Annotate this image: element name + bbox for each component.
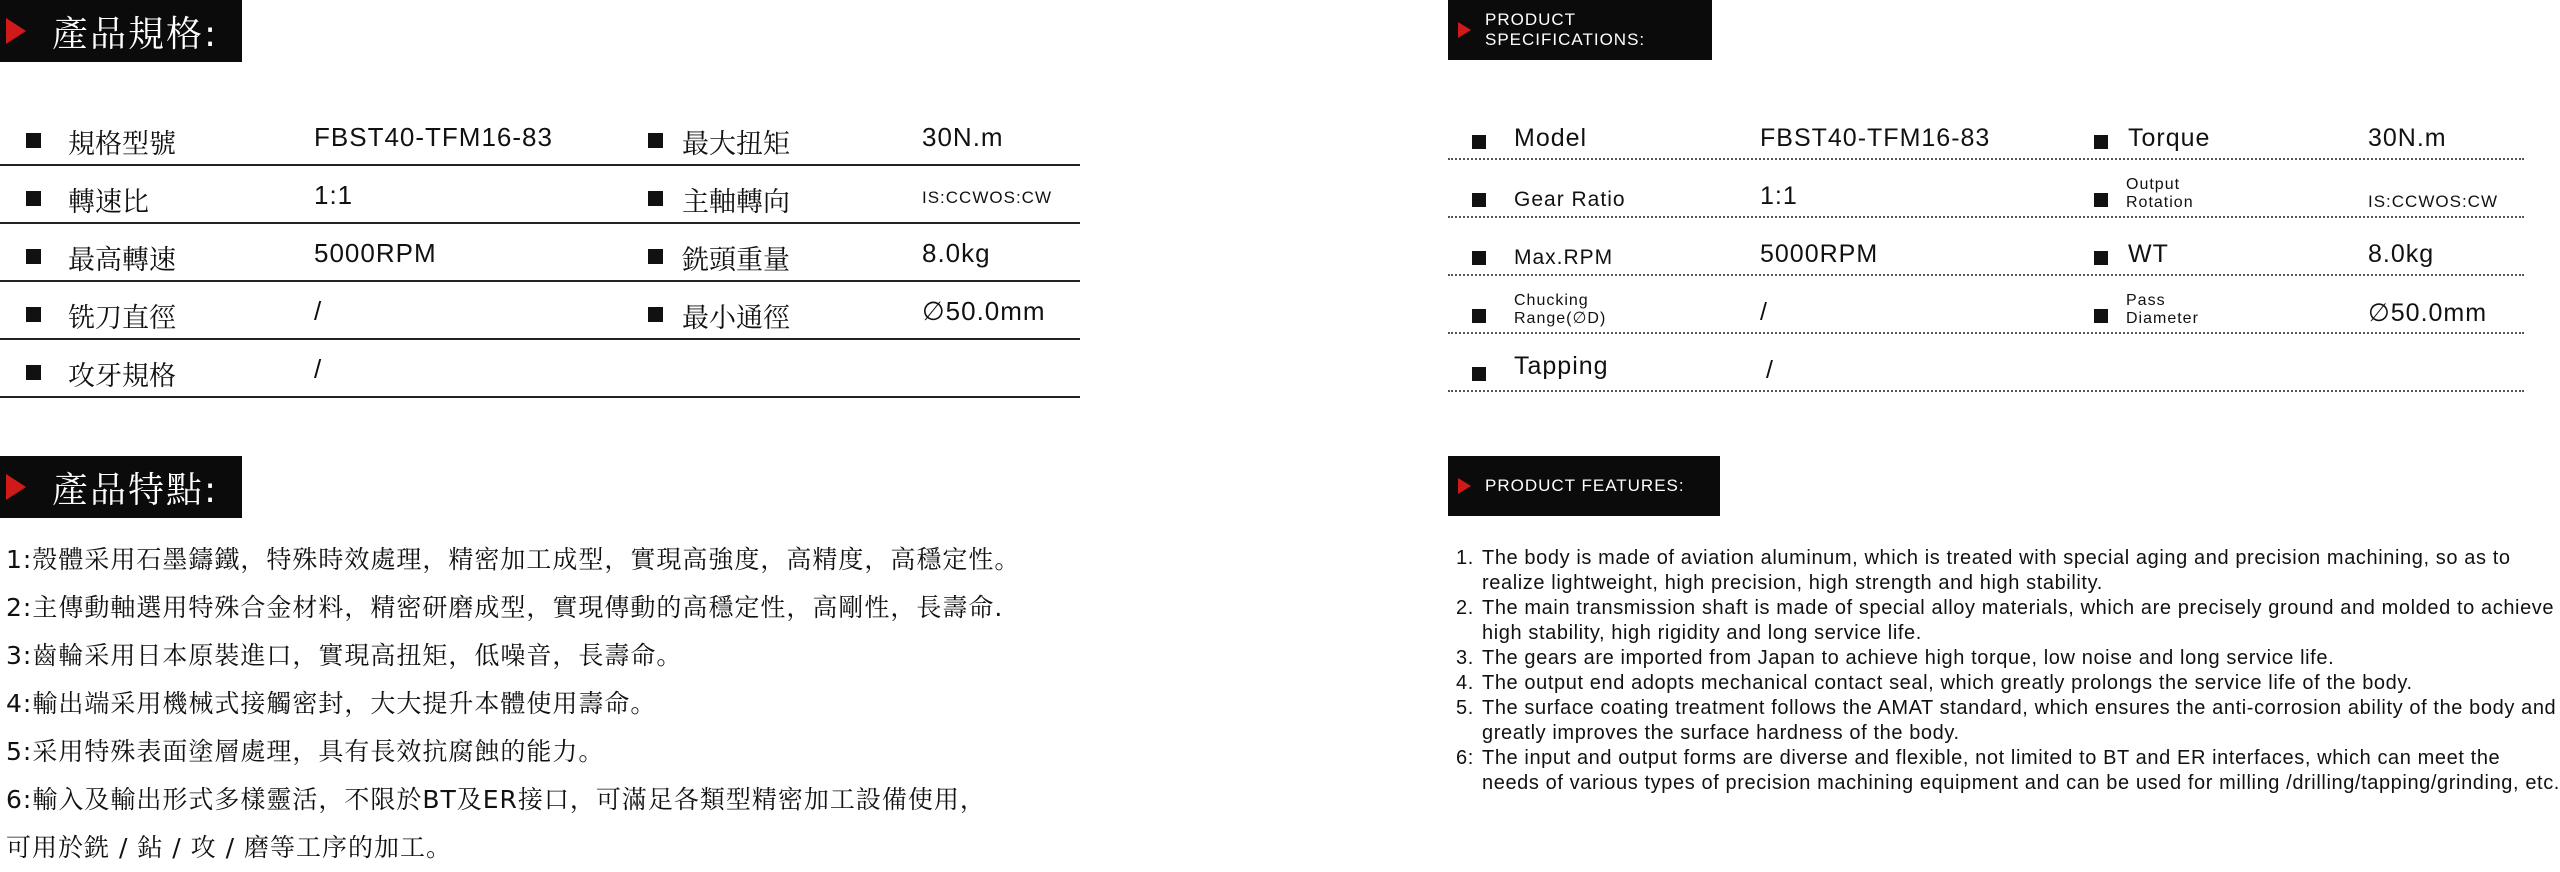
list-item: 6:輸入及輸出形式多樣靈活，不限於BT及ER接口，可滿足各類型精密加工設備使用，: [6, 785, 986, 814]
cn-spec-title-badge: [0, 0, 242, 62]
en-spec-label: Max.RPM: [1514, 246, 1614, 269]
play-triangle-icon: [1458, 22, 1471, 38]
play-triangle-icon: [1458, 478, 1471, 494]
list-item: 5:采用特殊表面塗層處理，具有長效抗腐蝕的能力。: [6, 737, 605, 766]
cn-spec-label: 銑頭重量: [682, 245, 790, 276]
cn-spec-label: 規格型號: [68, 129, 176, 160]
cn-spec-row: [0, 108, 1080, 166]
en-spec-label: Pass Diameter: [2126, 292, 2199, 327]
square-bullet-icon: [1472, 193, 1486, 207]
list-item: 4:輸出端采用機械式接觸密封，大大提升本體使用壽命。: [6, 689, 657, 718]
list-item: 4. The output end adopts mechanical contact seal, which greatly prolongs the service life of the body.: [1456, 672, 2413, 694]
cn-spec-table: [0, 108, 1080, 398]
square-bullet-icon: [1472, 135, 1486, 149]
en-spec-value: ∅50.0mm: [2368, 299, 2488, 327]
en-spec-label: Tapping: [1514, 352, 1609, 380]
square-bullet-icon: [1472, 367, 1486, 381]
cn-spec-row: [0, 224, 1080, 282]
cn-spec-value: IS:CCWOS:CW: [922, 188, 1052, 207]
en-spec-row: [1448, 108, 2524, 160]
square-bullet-icon: [648, 307, 663, 322]
cn-spec-value: 1:1: [314, 180, 354, 210]
cn-spec-label: 轉速比: [68, 187, 149, 218]
cn-spec-row: [0, 340, 1080, 398]
square-bullet-icon: [26, 249, 41, 264]
cn-spec-title: 產品規格:: [52, 13, 219, 55]
cn-feat-title: 產品特點:: [52, 469, 219, 511]
square-bullet-icon: [2094, 251, 2108, 265]
en-spec-value: 5000RPM: [1760, 240, 1879, 268]
cn-spec-label: 最高轉速: [68, 245, 176, 276]
square-bullet-icon: [648, 191, 663, 206]
cn-spec-label: 攻牙規格: [68, 361, 176, 392]
en-spec-value: 30N.m: [2368, 124, 2447, 152]
list-item: 6: The input and output forms are diverse and flexible, not limited to BT and ER interfaces, which can meet the needs of various types of precision machining equipment and can be used for milling /drilling/tapping/grinding, etc.: [1456, 747, 2560, 794]
cn-spec-label: 最小通徑: [682, 303, 790, 334]
en-spec-label: Gear Ratio: [1514, 188, 1626, 211]
en-spec-row: [1448, 340, 2524, 392]
square-bullet-icon: [2094, 193, 2108, 207]
square-bullet-icon: [26, 191, 41, 206]
en-spec-row: [1448, 282, 2524, 334]
en-spec-row: [1448, 224, 2524, 276]
en-feat-title: PRODUCT FEATURES:: [1485, 476, 1685, 495]
en-spec-value: /: [1760, 298, 1768, 326]
en-feature-list: [1456, 546, 2560, 796]
en-spec-value: 8.0kg: [2368, 240, 2435, 268]
cn-spec-label: 铣刀直徑: [68, 303, 176, 334]
en-spec-value: 1:1: [1760, 182, 1798, 210]
cn-spec-value: 8.0kg: [922, 238, 991, 268]
square-bullet-icon: [26, 365, 41, 380]
en-feat-title-badge: [1448, 456, 1720, 516]
en-spec-title: PRODUCT SPECIFICATIONS:: [1485, 10, 1646, 49]
cn-spec-value: /: [314, 354, 323, 384]
square-bullet-icon: [648, 249, 663, 264]
square-bullet-icon: [2094, 309, 2108, 323]
list-item: 3. The gears are imported from Japan to achieve high torque, low noise and long service life.: [1456, 647, 2335, 669]
list-item: 2:主傳動軸選用特殊合金材料，精密研磨成型，實現傳動的高穩定性，高剛性，長壽命.: [6, 593, 1004, 622]
square-bullet-icon: [1472, 251, 1486, 265]
en-spec-label: Chucking Range(∅D): [1514, 292, 1607, 327]
en-spec-value: IS:CCWOS:CW: [2368, 192, 2498, 211]
en-spec-value: FBST40-TFM16-83: [1760, 124, 1991, 152]
square-bullet-icon: [1472, 309, 1486, 323]
play-triangle-icon: [6, 18, 26, 44]
cn-spec-label: 最大扭矩: [682, 129, 790, 160]
cn-spec-label: 主軸轉向: [682, 187, 790, 218]
square-bullet-icon: [648, 133, 663, 148]
play-triangle-icon: [6, 474, 26, 500]
list-item: 1. The body is made of aviation aluminum, which is treated with special aging and precision machining, so as to realize lightweight, high precision, high strength and high stability.: [1456, 547, 2511, 594]
cn-spec-row: [0, 282, 1080, 340]
en-spec-label: Torque: [2128, 124, 2211, 152]
en-spec-label: WT: [2128, 240, 2169, 268]
cn-spec-row: [0, 166, 1080, 224]
square-bullet-icon: [26, 307, 41, 322]
list-item: 可用於銑 / 鉆 / 攻 / 磨等工序的加工。: [6, 833, 452, 862]
cn-spec-value: 30N.m: [922, 122, 1004, 152]
list-item: 5. The surface coating treatment follows the AMAT standard, which ensures the anti-corrosion ability of the body and greatly improves the surface hardness of the body.: [1456, 697, 2557, 744]
cn-spec-value: FBST40-TFM16-83: [314, 122, 553, 152]
cn-feature-list: [6, 536, 1020, 872]
cn-spec-value: 5000RPM: [314, 238, 437, 268]
en-spec-row: [1448, 166, 2524, 218]
list-item: 3:齒輪采用日本原裝進口，實現高扭矩，低噪音，長壽命。: [6, 641, 683, 670]
en-spec-value: /: [1766, 356, 1774, 384]
list-item: 1:殼體采用石墨鑄鐵，特殊時效處理，精密加工成型，實現高強度，高精度，高穩定性。: [6, 545, 1021, 574]
square-bullet-icon: [2094, 135, 2108, 149]
square-bullet-icon: [26, 133, 41, 148]
list-item: 2. The main transmission shaft is made of special alloy materials, which are precisely ground and molded to achieve high stability, high rigidity and long service life.: [1456, 597, 2555, 644]
cn-spec-value: ∅50.0mm: [922, 296, 1046, 326]
en-spec-label: Output Rotation: [2126, 176, 2194, 211]
cn-feat-title-badge: [0, 456, 242, 518]
en-spec-label: Model: [1514, 124, 1588, 152]
cn-spec-value: /: [314, 296, 323, 326]
en-spec-table: [1448, 108, 2524, 398]
en-spec-title-badge: [1448, 0, 1712, 60]
